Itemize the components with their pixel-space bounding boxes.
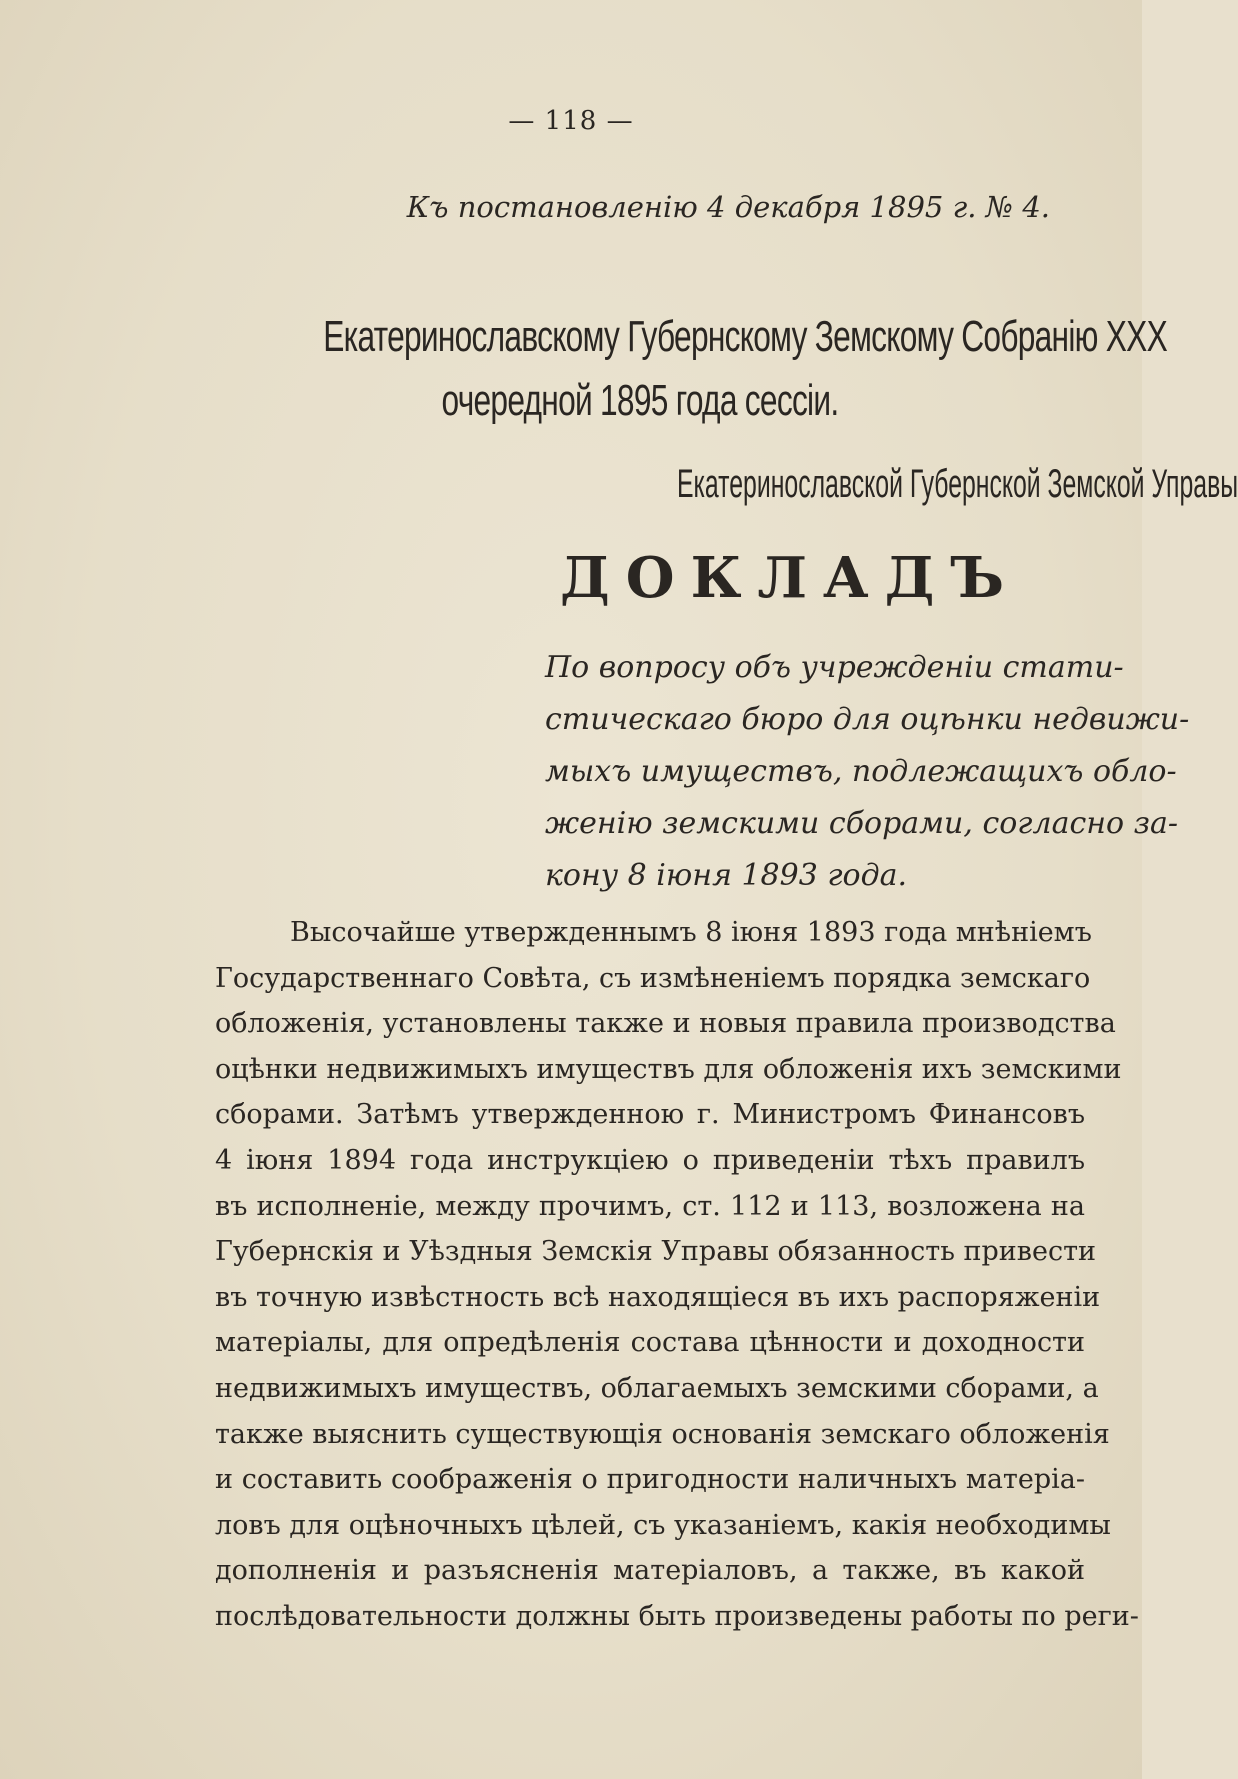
heading-line: очередной 1895 года сессіи.: [441, 376, 839, 425]
assembly-heading: [323, 305, 1168, 433]
body-line: обложенія, установлены также и новыя правила производства: [215, 1008, 1116, 1040]
subject-line: женію земскими сборами, согласно за-: [545, 806, 1179, 841]
report-subject: [545, 642, 1190, 902]
body-line: ловъ для оцѣночныхъ цѣлей, съ указаніемъ, какія необходимы: [215, 1509, 1111, 1541]
body-line: въ исполненіе, между прочимъ, ст. 112 и 113, возложена на: [215, 1190, 1085, 1222]
subject-line: стическаго бюро для оцѣнки недвижи-: [545, 702, 1190, 737]
body-line: послѣдовательности должны быть произведены работы по реги-: [215, 1600, 1139, 1632]
subject-line: кону 8 іюня 1893 года.: [545, 858, 908, 893]
body-line: Губернскія и Уѣздныя Земскія Управы обязанность привести: [215, 1236, 1097, 1268]
body-line: 4 іюня 1894 года инструкціею о приведеніи тѣхъ правилъ: [215, 1144, 1085, 1176]
body-line: сборами. Затѣмъ утвержденною г. Министромъ Финансовъ: [215, 1099, 1085, 1131]
subject-line: мыхъ имуществъ, подлежащихъ обло-: [545, 754, 1177, 789]
body-paragraph: [215, 910, 1139, 1640]
page-number: — 118 —: [508, 106, 634, 136]
body-line: недвижимыхъ имуществъ, облагаемыхъ земскими сборами, а: [215, 1372, 1099, 1404]
body-line: въ точную извѣстность всѣ находящіеся въ ихъ распоряженіи: [215, 1281, 1101, 1313]
resolution-reference: Къ постановленію 4 декабря 1895 г. № 4.: [406, 190, 1050, 224]
body-line: и составить соображенія о пригодности наличныхъ матеріа-: [215, 1464, 1085, 1496]
body-line: также выяснить существующія основанія земскаго обложенія: [215, 1418, 1110, 1450]
report-title: ДОКЛАДЪ: [560, 545, 1021, 611]
subject-line: По вопросу объ учрежденіи стати-: [545, 650, 1124, 685]
body-line: оцѣнки недвижимыхъ имуществъ для обложенія ихъ земскими: [215, 1053, 1122, 1085]
heading-line: Екатеринославскому Губернскому Земскому Собранію XXX: [323, 312, 1168, 361]
body-line: Высочайше утвержденнымъ 8 іюня 1893 года мнѣніемъ: [290, 917, 1092, 948]
body-line: дополненія и разъясненія матеріаловъ, а также, въ какой: [215, 1555, 1085, 1587]
body-line: Государственнаго Совѣта, съ измѣненіемъ порядка земскаго: [215, 962, 1091, 994]
uprava-heading: Екатеринославской Губернской Земской Управы: [677, 462, 1238, 506]
body-line: матеріалы, для опредѣленія состава цѣнности и доходности: [215, 1327, 1085, 1359]
